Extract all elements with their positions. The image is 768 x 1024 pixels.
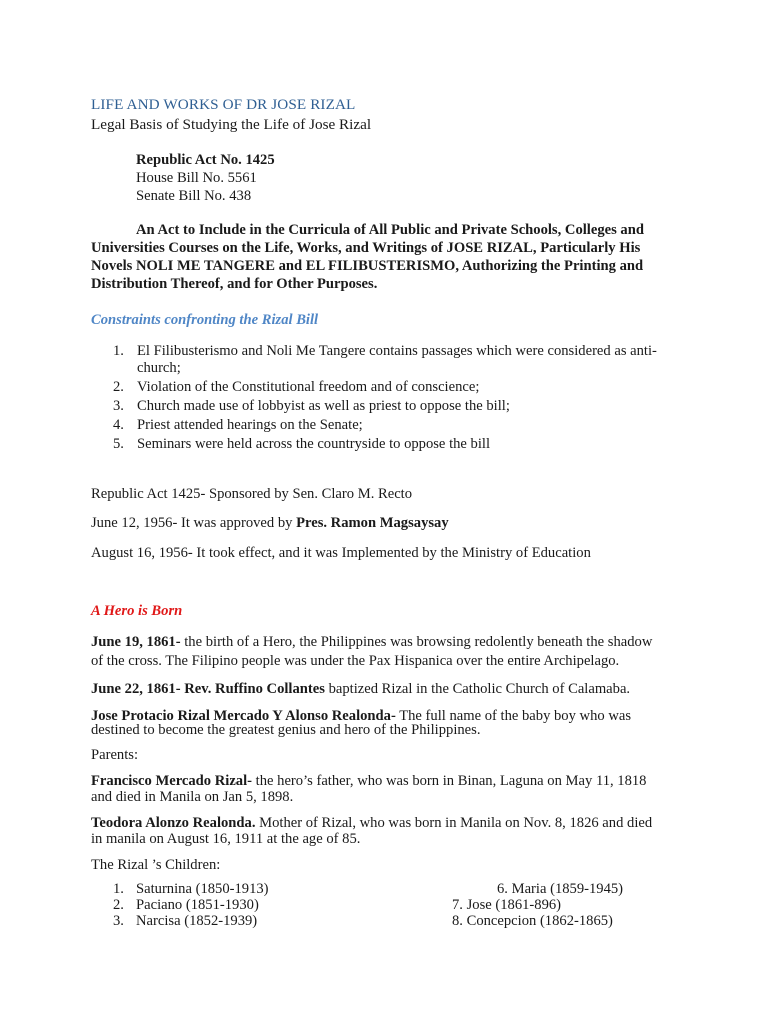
list-item: 1. Saturnina (1850-1913)	[113, 881, 269, 897]
list-item: 5. Seminars were held across the countryside to oppose the bill	[113, 436, 491, 452]
list-item: 2. Paciano (1851-1930)	[113, 897, 259, 913]
sponsor-line: Republic Act 1425- Sponsored by Sen. Claro M. Recto	[91, 486, 413, 502]
children-label: The Rizal ’s Children:	[91, 857, 221, 873]
birth-line-1: June 19, 1861- the birth of a Hero, the Philippines was browsing redolently beneath the shadow	[91, 634, 653, 650]
list-item: 7. Jose (1861-896)	[452, 897, 562, 913]
document-subtitle: Legal Basis of Studying the Life of Jose Rizal	[91, 116, 372, 133]
list-item: 8. Concepcion (1862-1865)	[452, 913, 613, 929]
list-item: 4. Priest attended hearings on the Senate;	[113, 417, 363, 433]
document-title: LIFE AND WORKS OF DR JOSE RIZAL	[91, 96, 356, 113]
approval-line: June 12, 1956- It was approved by Pres. Ramon Magsaysay	[91, 515, 449, 531]
father-line-1: Francisco Mercado Rizal- the hero’s father, who was born in Binan, Laguna on May 11, 1818	[91, 773, 647, 789]
senate-bill: Senate Bill No. 438	[136, 188, 252, 204]
act-name: Republic Act No. 1425	[136, 152, 275, 168]
effect-line: August 16, 1956- It took effect, and it was Implemented by the Ministry of Education	[91, 545, 591, 561]
list-item: 6. Maria (1859-1945)	[497, 881, 624, 897]
constraints-heading: Constraints confronting the Rizal Bill	[91, 312, 319, 328]
act-title-line-3: Novels NOLI ME TANGERE and EL FILIBUSTERISMO, Authorizing the Printing and	[91, 258, 644, 274]
list-item: 3. Narcisa (1852-1939)	[113, 913, 258, 929]
list-item: 1. El Filibusterismo and Noli Me Tangere contains passages which were considered as anti- church;	[113, 343, 657, 376]
fullname-line-2: destined to become the greatest genius and hero of the Philippines.	[91, 722, 481, 738]
parents-label: Parents:	[91, 747, 139, 763]
mother-line-1: Teodora Alonzo Realonda. Mother of Rizal, who was born in Manila on Nov. 8, 1826 and died	[91, 815, 653, 831]
father-line-2: and died in Manila on Jan 5, 1898.	[91, 789, 294, 805]
list-item: 2. Violation of the Constitutional freedom and of conscience;	[113, 379, 480, 395]
house-bill: House Bill No. 5561	[136, 170, 257, 186]
act-title-line-4: Distribution Thereof, and for Other Purposes.	[91, 276, 378, 292]
act-title-line-1: An Act to Include in the Curricula of All Public and Private Schools, Colleges and	[136, 222, 644, 238]
fullname-line-1: Jose Protacio Rizal Mercado Y Alonso Realonda- The full name of the baby boy who was	[91, 708, 632, 724]
mother-line-2: in manila on August 16, 1911 at the age of 85.	[91, 831, 361, 847]
act-title-line-2: Universities Courses on the Life, Works, and Writings of JOSE RIZAL, Particularly His	[91, 240, 641, 256]
birth-line-2: of the cross. The Filipino people was under the Pax Hispanica over the entire Archipelago.	[91, 653, 620, 669]
baptism-line: June 22, 1861- Rev. Ruffino Collantes baptized Rizal in the Catholic Church of Calamaba.	[91, 681, 631, 697]
constraints-list	[91, 343, 691, 455]
list-item: 3. Church made use of lobbyist as well as priest to oppose the bill;	[113, 398, 510, 414]
hero-heading: A Hero is Born	[91, 603, 183, 619]
